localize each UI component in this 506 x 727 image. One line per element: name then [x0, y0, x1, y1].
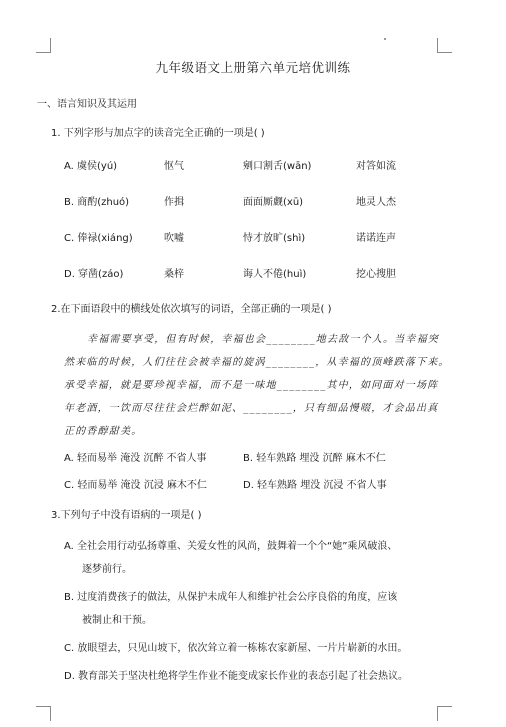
- question-2-option-d: D. 轻车熟路 埋没 沉浸 不省人事: [243, 480, 387, 491]
- question-3-option-c: C. 放眼望去，只见山坡下，依次耸立着一栋栋农家新屋、一片片崭新的水田。: [64, 643, 408, 654]
- question-1-stem: 1. 下列字形与加点字的读音完全正确的一项是( ): [51, 128, 265, 139]
- question-3-stem: 3.下列句子中没有语病的一项是( ): [51, 510, 202, 521]
- margin-mark-bottom-right: [437, 706, 452, 721]
- question-3-option-a: A. 全社会用行动弘扬尊重、关爱女性的风尚，鼓舞着一个个“她”乘风破浪、: [64, 541, 398, 552]
- margin-mark-top-left: [36, 38, 51, 53]
- option-cell: 怄气: [164, 161, 184, 172]
- option-cell: 挖心搜胆: [356, 269, 396, 280]
- passage-line: 承受幸福，就是要珍视幸福，而不是一味地________其中，如同面对一场阵: [64, 380, 439, 391]
- option-cell: 面面厮觑(xū): [243, 197, 304, 208]
- option-cell: D. 穿凿(záo): [64, 269, 124, 280]
- option-cell: 桑梓: [164, 269, 184, 280]
- option-cell: B. 商酌(zhuó): [64, 197, 130, 208]
- section-heading: 一、语言知识及其运用: [37, 99, 137, 110]
- question-3-option-b: B. 过度消费孩子的做法，从保护未成年人和维护社会公序良俗的角度，应该: [64, 592, 398, 603]
- option-cell: 诺诺连声: [356, 233, 396, 244]
- question-2-option-c: C. 轻而易举 淹没 沉浸 麻木不仁: [64, 480, 207, 491]
- option-cell: 吹嘘: [164, 233, 184, 244]
- page-dot: [384, 38, 386, 40]
- question-2-option-b: B. 轻车熟路 埋没 沉醉 麻木不仁: [243, 453, 386, 464]
- passage-line: 年老酒，一饮而尽往往会烂醉如泥、________，只有细品慢啜，才会品出真: [64, 403, 439, 414]
- option-cell: 对答如流: [356, 161, 396, 172]
- question-3-option-a-cont: 逐梦前行。: [82, 564, 132, 575]
- question-2-option-a: A. 轻而易举 淹没 沉醉 不省人事: [64, 453, 207, 464]
- passage-line: 然来临的时候，人们往往会被幸福的旋涡________，从幸福的顶峰跌落下来。: [64, 357, 450, 368]
- option-cell: 剜口割舌(wān): [243, 161, 312, 172]
- question-3-option-d: D. 教育部关于坚决杜绝将学生作业不能变成家长作业的表态引起了社会热议。: [64, 671, 409, 682]
- option-cell: 地灵人杰: [356, 197, 396, 208]
- passage-line: 幸福需要享受，但有时候，幸福也会________地去敌一个人。当幸福突: [87, 334, 439, 345]
- option-cell: 作揖: [164, 197, 184, 208]
- question-2-stem: 2.在下面语段中的横线处依次填写的词语，全部正确的一项是( ): [51, 304, 332, 315]
- margin-mark-top-right: [437, 38, 452, 53]
- option-cell: A. 虞侯(yú): [64, 161, 118, 172]
- passage-line: 正的香醇甜美。: [64, 426, 143, 437]
- option-cell: C. 俸禄(xiáng): [64, 233, 133, 244]
- document-title: 九年级语文上册第六单元培优训练: [155, 60, 351, 75]
- option-cell: 诲人不倦(huì): [243, 269, 307, 280]
- option-cell: 恃才放旷(shì): [243, 233, 306, 244]
- margin-mark-bottom-left: [36, 706, 51, 721]
- question-3-option-b-cont: 被制止和干预。: [82, 615, 152, 626]
